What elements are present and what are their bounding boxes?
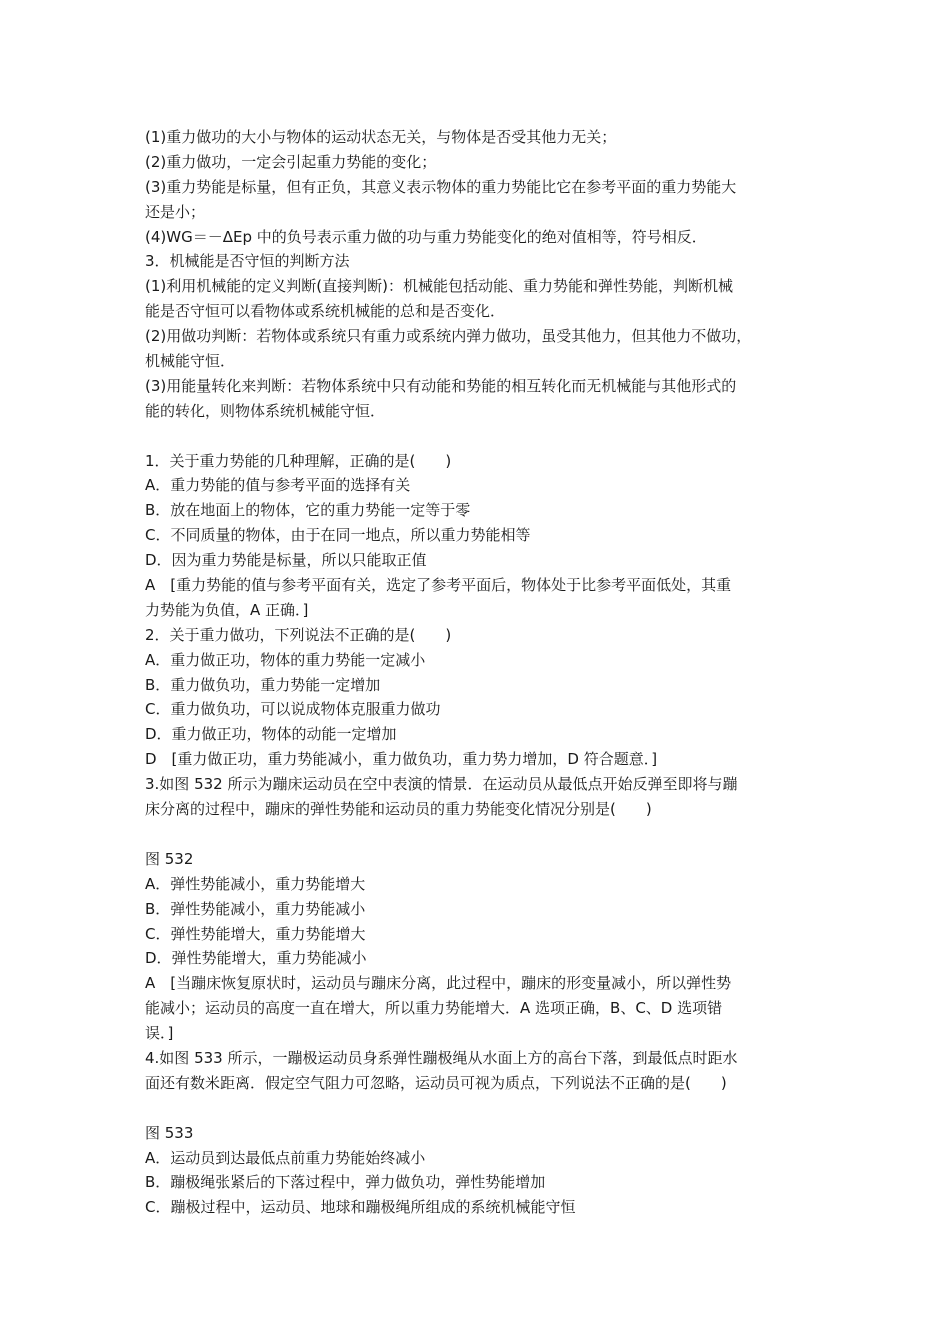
text-line: 图 532 xyxy=(145,849,194,868)
text-line: 机械能守恒． xyxy=(145,352,236,371)
text-line: 面还有数米距离．假定空气阻力可忽略，运动员可视为质点，下列说法不正确的是( ) xyxy=(145,1073,727,1092)
text-line: B．蹦极绳张紧后的下落过程中，弹力做负功，弹性势能增加 xyxy=(145,1173,546,1192)
text-line: D [重力做正功，重力势能减小，重力做负功，重力势力增加，D 符合题意．] xyxy=(145,750,658,769)
text-line: C．弹性势能增大，重力势能增大 xyxy=(145,924,366,943)
text-line: B．重力做负功，重力势能一定增加 xyxy=(145,675,381,694)
text-line: A．弹性势能减小，重力势能增大 xyxy=(145,874,366,893)
text-line: C．重力做负功，可以说成物体克服重力做功 xyxy=(145,700,441,719)
text-line: (2)用做功判断：若物体或系统只有重力或系统内弹力做功，虽受其他力，但其他力不做功， xyxy=(145,327,752,346)
text-line: 能减小；运动员的高度一直在增大，所以重力势能增大．A 选项正确，B、C、D 选项错 xyxy=(145,999,723,1018)
text-line: 1．关于重力势能的几种理解，正确的是( ) xyxy=(145,451,452,470)
text-line: B．放在地面上的物体，它的重力势能一定等于零 xyxy=(145,501,471,520)
blank-line xyxy=(145,424,815,449)
text-line: (1)利用机械能的定义判断(直接判断)：机械能包括动能、重力势能和弹性势能，判断机械 xyxy=(145,277,733,296)
text-line: D．因为重力势能是标量，所以只能取正值 xyxy=(145,551,427,570)
text-line: 3.如图 532 所示为蹦床运动员在空中表演的情景．在运动员从最低点开始反弹至即将与蹦 xyxy=(145,775,738,794)
text-line: A．重力做正功，物体的重力势能一定减小 xyxy=(145,650,426,669)
text-line: D．重力做正功，物体的动能一定增加 xyxy=(145,725,397,744)
text-line: (2)重力做功，一定会引起重力势能的变化； xyxy=(145,152,437,171)
text-line: 误．] xyxy=(145,1024,174,1043)
text-line: (1)重力做功的大小与物体的运动状态无关，与物体是否受其他力无关； xyxy=(145,128,617,146)
text-line: A．重力势能的值与参考平面的选择有关 xyxy=(145,476,411,495)
document-body xyxy=(145,125,815,1220)
text-line: C．蹦极过程中，运动员、地球和蹦极绳所组成的系统机械能守恒 xyxy=(145,1198,576,1217)
text-line: 还是小； xyxy=(145,202,206,221)
text-line: A [当蹦床恢复原状时，运动员与蹦床分离，此过程中，蹦床的形变量减小，所以弹性势 xyxy=(145,974,732,993)
text-line: 图 533 xyxy=(145,1123,194,1142)
text-line: 床分离的过程中，蹦床的弹性势能和运动员的重力势能变化情况分别是( ) xyxy=(145,800,652,819)
text-line: 2．关于重力做功，下列说法不正确的是( ) xyxy=(145,625,452,644)
text-line: (4)WG＝－ΔEp 中的负号表示重力做的功与重力势能变化的绝对值相等，符号相反． xyxy=(145,227,707,246)
text-line: 4.如图 533 所示，一蹦极运动员身系弹性蹦极绳从水面上方的高台下落，到最低点时距水 xyxy=(145,1048,738,1067)
blank-line xyxy=(145,1096,815,1121)
text-line: D．弹性势能增大，重力势能减小 xyxy=(145,949,367,968)
text-line: A [重力势能的值与参考平面有关，选定了参考平面后，物体处于比参考平面低处，其重 xyxy=(145,576,732,595)
text-line: 能是否守恒可以看物体或系统机械能的总和是否变化． xyxy=(145,302,506,321)
text-line: A．运动员到达最低点前重力势能始终减小 xyxy=(145,1148,426,1167)
blank-line xyxy=(145,822,815,847)
text-line: 3．机械能是否守恒的判断方法 xyxy=(145,252,350,271)
text-line: (3)重力势能是标量，但有正负，其意义表示物体的重力势能比它在参考平面的重力势能大 xyxy=(145,177,737,196)
text-line: B．弹性势能减小，重力势能减小 xyxy=(145,899,366,918)
text-line: (3)用能量转化来判断：若物体系统中只有动能和势能的相互转化而无机械能与其他形式的 xyxy=(145,376,737,395)
text-line: C．不同质量的物体，由于在同一地点，所以重力势能相等 xyxy=(145,526,531,545)
text-line: 能的转化，则物体系统机械能守恒． xyxy=(145,401,386,420)
text-line: 力势能为负值，A 正确．] xyxy=(145,600,309,619)
